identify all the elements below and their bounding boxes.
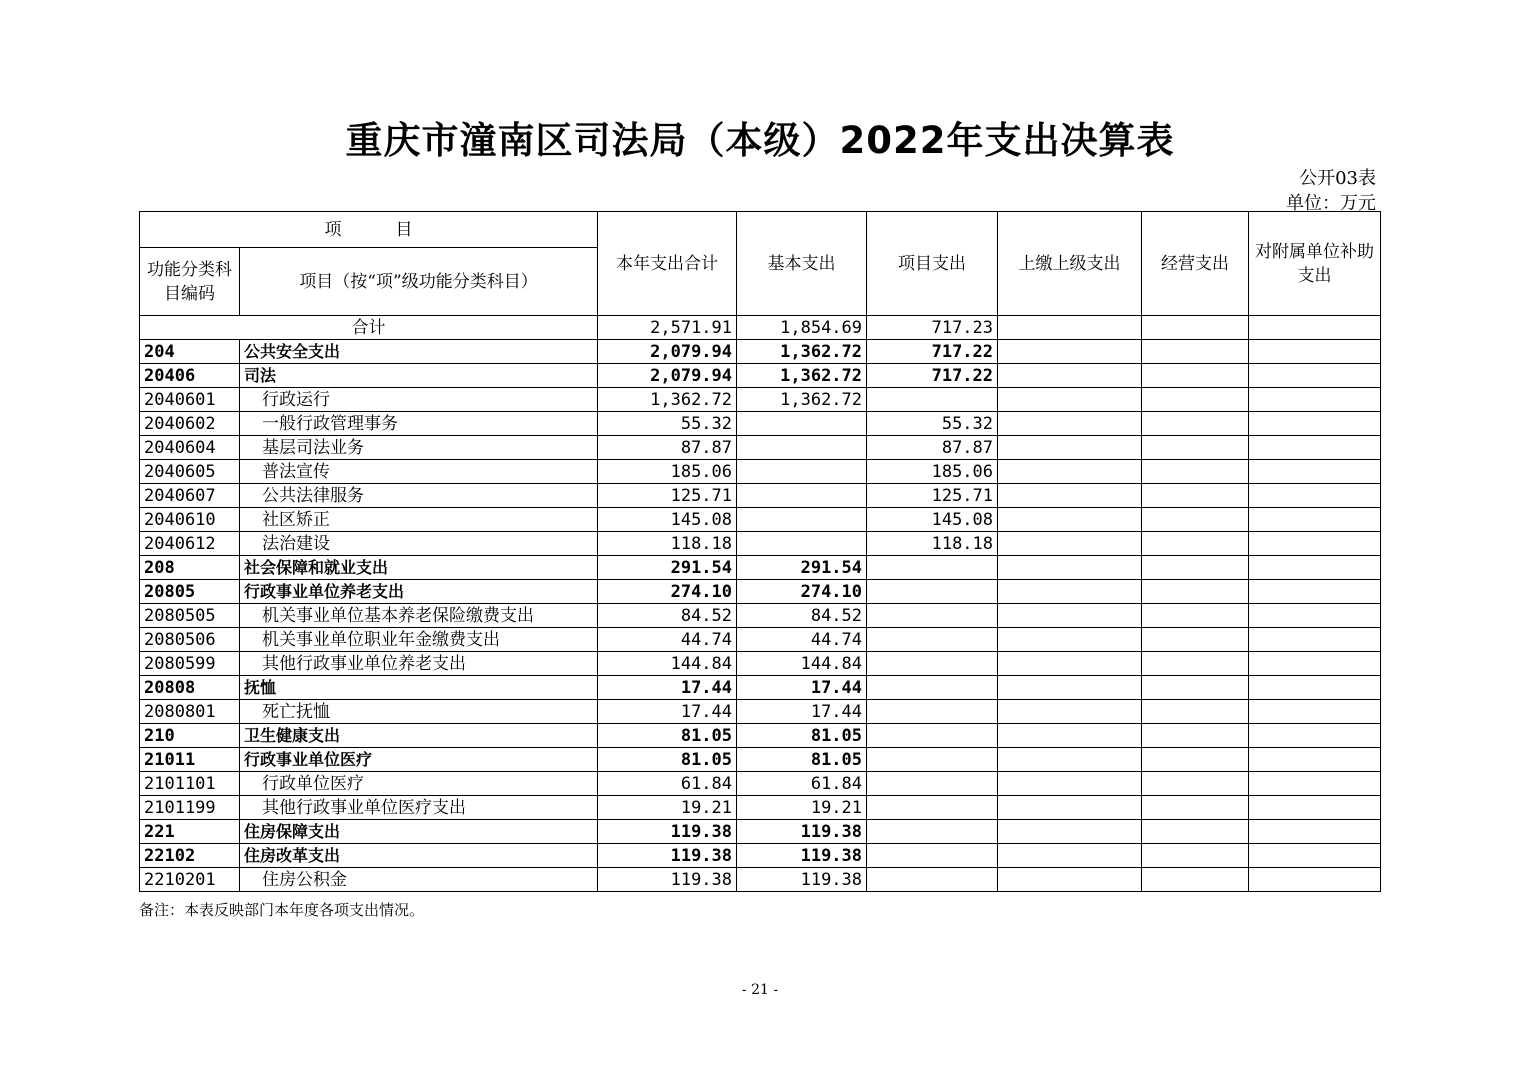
row-subsidy — [1249, 748, 1381, 772]
row-subsidy — [1249, 628, 1381, 652]
row-total: 17.44 — [598, 676, 737, 700]
row-upper — [998, 628, 1142, 652]
row-total: 144.84 — [598, 652, 737, 676]
table-row — [140, 556, 1381, 580]
row-subsidy — [1249, 532, 1381, 556]
row-subsidy — [1249, 820, 1381, 844]
total-upper — [998, 316, 1142, 340]
row-basic: 19.21 — [737, 796, 867, 820]
row-name: 公共法律服务 — [240, 484, 598, 508]
row-basic — [737, 436, 867, 460]
row-name: 基层司法业务 — [240, 436, 598, 460]
row-project — [867, 820, 998, 844]
row-business — [1142, 676, 1249, 700]
row-business — [1142, 700, 1249, 724]
row-subsidy — [1249, 436, 1381, 460]
table-row — [140, 748, 1381, 772]
header-subsidy: 对附属单位补助支出 — [1249, 212, 1381, 316]
row-total: 55.32 — [598, 412, 737, 436]
row-upper — [998, 676, 1142, 700]
table-row — [140, 868, 1381, 892]
row-name: 社区矫正 — [240, 508, 598, 532]
row-code: 221 — [140, 820, 240, 844]
row-name: 一般行政管理事务 — [240, 412, 598, 436]
table-row — [140, 844, 1381, 868]
row-business — [1142, 772, 1249, 796]
row-basic: 1,362.72 — [737, 388, 867, 412]
row-code: 2080599 — [140, 652, 240, 676]
row-basic: 81.05 — [737, 748, 867, 772]
row-project — [867, 652, 998, 676]
row-name: 行政事业单位养老支出 — [240, 580, 598, 604]
row-basic: 17.44 — [737, 700, 867, 724]
row-project — [867, 748, 998, 772]
row-basic: 84.52 — [737, 604, 867, 628]
row-total: 274.10 — [598, 580, 737, 604]
table-row — [140, 532, 1381, 556]
row-code: 204 — [140, 340, 240, 364]
row-name: 卫生健康支出 — [240, 724, 598, 748]
row-code: 21011 — [140, 748, 240, 772]
total-label: 合计 — [140, 316, 598, 340]
table-row — [140, 652, 1381, 676]
row-project: 55.32 — [867, 412, 998, 436]
table-row — [140, 820, 1381, 844]
row-business — [1142, 508, 1249, 532]
row-code: 2040610 — [140, 508, 240, 532]
table-row — [140, 772, 1381, 796]
row-subsidy — [1249, 388, 1381, 412]
row-name: 住房公积金 — [240, 868, 598, 892]
row-upper — [998, 652, 1142, 676]
table-row — [140, 724, 1381, 748]
row-subsidy — [1249, 796, 1381, 820]
row-project — [867, 868, 998, 892]
row-upper — [998, 484, 1142, 508]
table-row — [140, 700, 1381, 724]
row-project — [867, 556, 998, 580]
row-project: 125.71 — [867, 484, 998, 508]
row-business — [1142, 532, 1249, 556]
row-upper — [998, 796, 1142, 820]
row-name: 机关事业单位职业年金缴费支出 — [240, 628, 598, 652]
row-code: 20805 — [140, 580, 240, 604]
table-row — [140, 340, 1381, 364]
row-code: 2101101 — [140, 772, 240, 796]
total-project: 717.23 — [867, 316, 998, 340]
row-code: 208 — [140, 556, 240, 580]
table-row — [140, 580, 1381, 604]
row-name: 社会保障和就业支出 — [240, 556, 598, 580]
row-code: 2040605 — [140, 460, 240, 484]
row-project: 717.22 — [867, 364, 998, 388]
row-total: 145.08 — [598, 508, 737, 532]
row-subsidy — [1249, 484, 1381, 508]
table-row — [140, 676, 1381, 700]
row-code: 20406 — [140, 364, 240, 388]
header-project-expense: 项目支出 — [867, 212, 998, 316]
row-code: 2040607 — [140, 484, 240, 508]
row-name: 司法 — [240, 364, 598, 388]
row-name: 死亡抚恤 — [240, 700, 598, 724]
row-project — [867, 676, 998, 700]
row-project — [867, 700, 998, 724]
row-total: 81.05 — [598, 724, 737, 748]
row-code: 210 — [140, 724, 240, 748]
row-name: 普法宣传 — [240, 460, 598, 484]
row-upper — [998, 772, 1142, 796]
row-total: 118.18 — [598, 532, 737, 556]
row-basic: 274.10 — [737, 580, 867, 604]
row-basic: 61.84 — [737, 772, 867, 796]
row-basic — [737, 412, 867, 436]
row-name: 机关事业单位基本养老保险缴费支出 — [240, 604, 598, 628]
row-code: 2080506 — [140, 628, 240, 652]
row-code: 2040602 — [140, 412, 240, 436]
row-business — [1142, 868, 1249, 892]
row-code: 2040601 — [140, 388, 240, 412]
row-basic — [737, 460, 867, 484]
row-business — [1142, 796, 1249, 820]
row-code: 2080801 — [140, 700, 240, 724]
row-project — [867, 724, 998, 748]
row-basic: 17.44 — [737, 676, 867, 700]
row-total: 17.44 — [598, 700, 737, 724]
table-row — [140, 436, 1381, 460]
row-name: 抚恤 — [240, 676, 598, 700]
row-basic — [737, 532, 867, 556]
row-business — [1142, 724, 1249, 748]
row-business — [1142, 652, 1249, 676]
row-code: 2101199 — [140, 796, 240, 820]
row-business — [1142, 628, 1249, 652]
row-upper — [998, 604, 1142, 628]
row-basic: 119.38 — [737, 820, 867, 844]
row-name: 其他行政事业单位医疗支出 — [240, 796, 598, 820]
table-row — [140, 796, 1381, 820]
row-code: 2210201 — [140, 868, 240, 892]
header-business: 经营支出 — [1142, 212, 1249, 316]
row-upper — [998, 844, 1142, 868]
row-total: 125.71 — [598, 484, 737, 508]
table-row — [140, 604, 1381, 628]
row-basic — [737, 484, 867, 508]
header-total: 本年支出合计 — [598, 212, 737, 316]
row-business — [1142, 556, 1249, 580]
row-business — [1142, 388, 1249, 412]
table-row — [140, 460, 1381, 484]
row-name: 行政运行 — [240, 388, 598, 412]
row-subsidy — [1249, 556, 1381, 580]
row-subsidy — [1249, 340, 1381, 364]
row-code: 2080505 — [140, 604, 240, 628]
row-name: 住房保障支出 — [240, 820, 598, 844]
row-upper — [998, 724, 1142, 748]
table-row — [140, 628, 1381, 652]
row-business — [1142, 820, 1249, 844]
row-upper — [998, 364, 1142, 388]
footnote: 备注：本表反映部门本年度各项支出情况。 — [139, 901, 425, 919]
row-subsidy — [1249, 580, 1381, 604]
row-project: 145.08 — [867, 508, 998, 532]
row-total: 61.84 — [598, 772, 737, 796]
row-basic — [737, 508, 867, 532]
table-row — [140, 508, 1381, 532]
row-business — [1142, 604, 1249, 628]
row-project — [867, 604, 998, 628]
page-number: - 21 - — [741, 982, 779, 998]
row-basic: 81.05 — [737, 724, 867, 748]
row-total: 84.52 — [598, 604, 737, 628]
header-upper: 上缴上级支出 — [998, 212, 1142, 316]
row-upper — [998, 556, 1142, 580]
table-row — [140, 388, 1381, 412]
table-row — [140, 412, 1381, 436]
page-title: 重庆市潼南区司法局（本级）2022年支出决算表 — [345, 119, 1175, 162]
row-code: 2040604 — [140, 436, 240, 460]
row-name: 行政单位医疗 — [240, 772, 598, 796]
table-row — [140, 484, 1381, 508]
row-subsidy — [1249, 844, 1381, 868]
row-business — [1142, 844, 1249, 868]
row-subsidy — [1249, 772, 1381, 796]
row-business — [1142, 436, 1249, 460]
row-business — [1142, 748, 1249, 772]
table-row — [140, 364, 1381, 388]
row-name: 其他行政事业单位养老支出 — [240, 652, 598, 676]
row-business — [1142, 340, 1249, 364]
row-upper — [998, 508, 1142, 532]
row-basic: 119.38 — [737, 844, 867, 868]
row-subsidy — [1249, 412, 1381, 436]
total-total: 2,571.91 — [598, 316, 737, 340]
row-total: 19.21 — [598, 796, 737, 820]
row-upper — [998, 388, 1142, 412]
row-subsidy — [1249, 724, 1381, 748]
row-total: 87.87 — [598, 436, 737, 460]
row-project — [867, 628, 998, 652]
row-project: 717.22 — [867, 340, 998, 364]
row-total: 2,079.94 — [598, 340, 737, 364]
row-total: 119.38 — [598, 868, 737, 892]
header-basic: 基本支出 — [737, 212, 867, 316]
row-upper — [998, 412, 1142, 436]
row-name: 住房改革支出 — [240, 844, 598, 868]
row-basic: 119.38 — [737, 868, 867, 892]
row-total: 44.74 — [598, 628, 737, 652]
row-name: 公共安全支出 — [240, 340, 598, 364]
row-business — [1142, 460, 1249, 484]
header-code: 功能分类科目编码 — [140, 248, 240, 316]
row-project: 118.18 — [867, 532, 998, 556]
header-name: 项目（按“项”级功能分类科目） — [240, 248, 598, 316]
row-subsidy — [1249, 700, 1381, 724]
row-subsidy — [1249, 652, 1381, 676]
row-total: 119.38 — [598, 820, 737, 844]
row-name: 行政事业单位医疗 — [240, 748, 598, 772]
row-upper — [998, 436, 1142, 460]
row-upper — [998, 868, 1142, 892]
expenditure-table — [139, 211, 1381, 892]
row-project — [867, 796, 998, 820]
row-code: 20808 — [140, 676, 240, 700]
row-project — [867, 388, 998, 412]
row-business — [1142, 580, 1249, 604]
row-business — [1142, 484, 1249, 508]
row-business — [1142, 364, 1249, 388]
row-upper — [998, 748, 1142, 772]
row-business — [1142, 412, 1249, 436]
row-project — [867, 580, 998, 604]
row-upper — [998, 700, 1142, 724]
row-subsidy — [1249, 868, 1381, 892]
total-row — [140, 316, 1381, 340]
row-basic: 291.54 — [737, 556, 867, 580]
row-subsidy — [1249, 508, 1381, 532]
row-project: 185.06 — [867, 460, 998, 484]
row-upper — [998, 580, 1142, 604]
row-total: 1,362.72 — [598, 388, 737, 412]
row-subsidy — [1249, 364, 1381, 388]
unit-label: 单位：万元 — [1286, 193, 1376, 214]
row-project — [867, 772, 998, 796]
row-basic: 44.74 — [737, 628, 867, 652]
row-total: 291.54 — [598, 556, 737, 580]
row-subsidy — [1249, 676, 1381, 700]
row-upper — [998, 820, 1142, 844]
row-upper — [998, 532, 1142, 556]
row-upper — [998, 340, 1142, 364]
row-total: 2,079.94 — [598, 364, 737, 388]
total-basic: 1,854.69 — [737, 316, 867, 340]
row-project — [867, 844, 998, 868]
row-basic: 144.84 — [737, 652, 867, 676]
row-code: 22102 — [140, 844, 240, 868]
row-name: 法治建设 — [240, 532, 598, 556]
row-project: 87.87 — [867, 436, 998, 460]
row-basic: 1,362.72 — [737, 340, 867, 364]
row-basic: 1,362.72 — [737, 364, 867, 388]
row-subsidy — [1249, 460, 1381, 484]
row-total: 185.06 — [598, 460, 737, 484]
row-total: 81.05 — [598, 748, 737, 772]
row-upper — [998, 460, 1142, 484]
row-subsidy — [1249, 604, 1381, 628]
total-subsidy — [1249, 316, 1381, 340]
header-row-1 — [140, 212, 1381, 248]
row-code: 2040612 — [140, 532, 240, 556]
total-business — [1142, 316, 1249, 340]
form-code: 公开03表 — [1299, 168, 1376, 189]
row-total: 119.38 — [598, 844, 737, 868]
header-project: 项 目 — [140, 212, 598, 248]
